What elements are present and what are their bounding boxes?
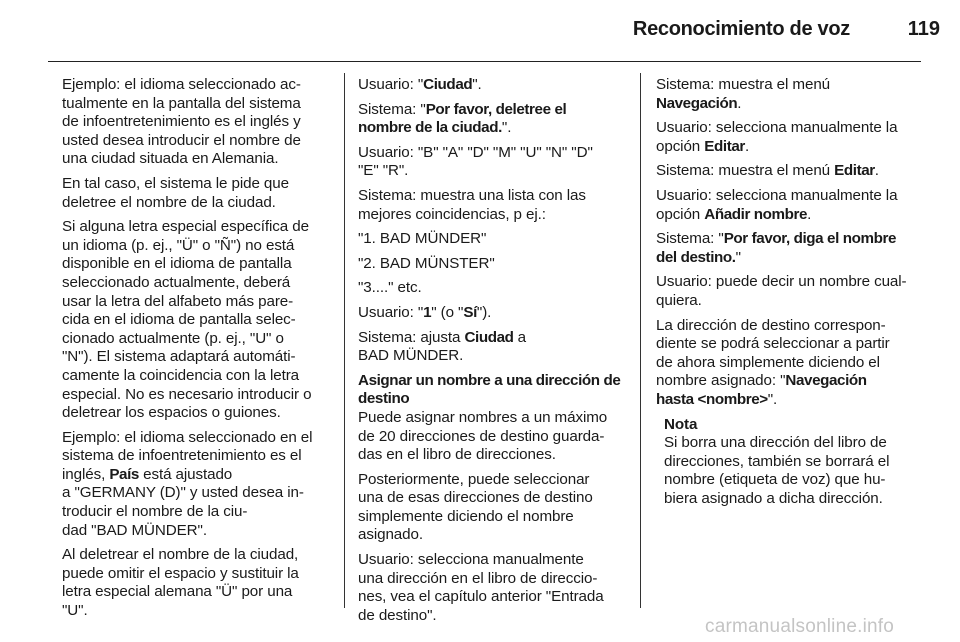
text-run: cionado actualmente (p. ej., "U" o bbox=[62, 329, 284, 347]
text-run: Posteriormente, puede seleccionar bbox=[358, 470, 590, 488]
bold-term: País bbox=[109, 465, 139, 483]
text-line bbox=[358, 372, 630, 391]
text-line bbox=[358, 409, 630, 428]
paragraph bbox=[358, 76, 630, 95]
text-run: " bbox=[735, 248, 741, 266]
text-run: Si alguna letra especial específica de bbox=[62, 218, 309, 236]
text-line bbox=[656, 317, 928, 336]
text-run: opción bbox=[656, 205, 705, 223]
text-run: está ajustado bbox=[138, 465, 233, 483]
text-line bbox=[358, 551, 630, 570]
text-run: En tal caso, el sistema le pide que bbox=[62, 174, 289, 192]
paragraph bbox=[656, 273, 928, 310]
text-run: Ejemplo: el idioma seleccionado en el bbox=[62, 428, 313, 446]
text-line bbox=[62, 466, 334, 485]
paragraph bbox=[656, 119, 928, 156]
bold-term: Editar bbox=[834, 162, 875, 180]
text-line bbox=[358, 279, 630, 298]
paragraph bbox=[358, 304, 630, 323]
note-title: Nota bbox=[664, 415, 698, 433]
text-run: quiera. bbox=[656, 291, 702, 309]
paragraph bbox=[358, 409, 630, 465]
text-run: tualmente en la pantalla del sistema bbox=[62, 94, 301, 112]
text-run: Usuario: puede decir un nombre cual- bbox=[656, 273, 907, 291]
bold-term: Por favor, diga el nombre bbox=[723, 230, 896, 248]
text-run: Usuario: "B" "A" "D" "M" "U" "N" "D" bbox=[358, 143, 593, 161]
text-run: Sistema: muestra el menú bbox=[656, 76, 831, 93]
text-run: de infoentretenimiento es el inglés y bbox=[62, 113, 301, 131]
section-heading bbox=[358, 372, 630, 409]
text-line bbox=[62, 565, 334, 584]
text-run: Usuario: selecciona manualmente la bbox=[656, 186, 898, 204]
text-line bbox=[656, 249, 928, 268]
text-line bbox=[62, 274, 334, 293]
text-line bbox=[358, 255, 630, 274]
paragraph bbox=[358, 144, 630, 181]
bold-term: hasta <nombre> bbox=[656, 390, 768, 408]
paragraph bbox=[656, 162, 928, 181]
text-run: La dirección de destino correspon- bbox=[656, 316, 886, 334]
text-line bbox=[62, 546, 334, 565]
text-run: Sistema: muestra el menú bbox=[656, 162, 835, 180]
text-line bbox=[62, 194, 334, 213]
text-run: nes, vea el capítulo anterior "Entrada bbox=[358, 588, 604, 606]
paragraph bbox=[62, 76, 334, 169]
text-line bbox=[62, 95, 334, 114]
bold-term: Ciudad bbox=[423, 76, 473, 93]
text-line bbox=[358, 607, 630, 626]
text-line bbox=[358, 508, 630, 527]
text-line bbox=[358, 428, 630, 447]
text-line bbox=[358, 206, 630, 225]
text-line bbox=[358, 187, 630, 206]
text-run: ". bbox=[501, 119, 512, 137]
text-run: de destino". bbox=[358, 606, 437, 624]
text-line bbox=[62, 293, 334, 312]
paragraph bbox=[62, 218, 334, 423]
note-line: nombre (etiqueta de voz) que hu- bbox=[664, 471, 886, 489]
bold-term: Navegación bbox=[656, 94, 738, 112]
text-run: . bbox=[807, 205, 812, 223]
text-line bbox=[656, 162, 928, 181]
text-run: una de esas direcciones de destino bbox=[358, 489, 593, 507]
text-run: . bbox=[744, 137, 750, 155]
paragraph bbox=[656, 76, 928, 113]
note-box bbox=[664, 416, 928, 509]
text-line bbox=[656, 354, 928, 373]
text-line bbox=[62, 503, 334, 522]
text-line bbox=[656, 391, 928, 410]
bold-term: Navegación bbox=[785, 372, 867, 390]
text-line bbox=[62, 404, 334, 423]
text-line bbox=[656, 76, 928, 95]
text-run: cida en el idioma de pantalla selec- bbox=[62, 311, 296, 329]
text-run: inglés, bbox=[62, 465, 110, 483]
text-run: puede omitir el espacio y sustituir la bbox=[62, 564, 299, 582]
text-line bbox=[62, 583, 334, 602]
text-run: Usuario: selecciona manualmente la bbox=[656, 119, 898, 137]
text-line bbox=[656, 119, 928, 138]
text-line bbox=[656, 187, 928, 206]
bold-term: 1 bbox=[423, 303, 432, 321]
paragraph bbox=[358, 279, 630, 298]
text-run: "E" "R". bbox=[358, 162, 409, 180]
paragraph bbox=[656, 317, 928, 410]
text-run: mejores coincidencias, p ej.: bbox=[358, 205, 546, 223]
text-run: Puede asignar nombres a un máximo bbox=[358, 408, 608, 426]
text-line bbox=[62, 386, 334, 405]
text-run: Usuario: " bbox=[358, 303, 424, 321]
text-run: " (o " bbox=[431, 303, 464, 321]
text-run: camente la coincidencia con la letra bbox=[62, 366, 300, 384]
text-line bbox=[358, 230, 630, 249]
text-run: BAD MÜNDER. bbox=[358, 347, 464, 365]
text-run: diente se podrá seleccionar a partir bbox=[656, 335, 890, 353]
text-line bbox=[62, 218, 334, 237]
text-line bbox=[358, 347, 630, 366]
text-run: una dirección en el libro de direccio- bbox=[358, 569, 598, 587]
bold-term: Sí bbox=[463, 303, 477, 321]
column-divider bbox=[640, 73, 641, 608]
text-run: a bbox=[513, 328, 526, 346]
paragraph bbox=[358, 329, 630, 366]
text-run: sistema de infoentretenimiento es el bbox=[62, 447, 302, 465]
bold-term: destino bbox=[358, 390, 410, 408]
text-run: "3...." etc. bbox=[358, 279, 422, 297]
text-line bbox=[358, 471, 630, 490]
text-run: . bbox=[737, 94, 742, 112]
text-line bbox=[656, 95, 928, 114]
text-line bbox=[656, 206, 928, 225]
text-run: usar la letra del alfabeto más pare- bbox=[62, 292, 294, 310]
text-line bbox=[62, 367, 334, 386]
text-line bbox=[62, 237, 334, 256]
paragraph bbox=[656, 230, 928, 267]
text-line bbox=[62, 429, 334, 448]
text-line bbox=[358, 570, 630, 589]
bold-term: Por favor, deletree el bbox=[425, 100, 567, 118]
text-run: usted desea introducir el nombre de bbox=[62, 131, 301, 149]
bold-term: Asignar un nombre a una dirección de bbox=[358, 371, 621, 389]
text-line bbox=[62, 255, 334, 274]
text-line bbox=[656, 138, 928, 157]
text-run: Usuario: selecciona manualmente bbox=[358, 551, 584, 569]
page-header-title: Reconocimiento de voz bbox=[632, 18, 850, 40]
text-line bbox=[358, 119, 630, 138]
paragraph bbox=[358, 187, 630, 224]
paragraph bbox=[62, 175, 334, 212]
page-number: 119 bbox=[907, 18, 940, 40]
watermark: carmanualsonline.info bbox=[705, 616, 895, 637]
text-run: nombre asignado: " bbox=[656, 372, 786, 390]
text-line bbox=[358, 304, 630, 323]
text-line bbox=[358, 76, 630, 95]
paragraph bbox=[358, 255, 630, 274]
text-run: Sistema: ajusta bbox=[358, 328, 465, 346]
text-column-2 bbox=[358, 76, 630, 631]
text-run: Ejemplo: el idioma seleccionado ac- bbox=[62, 76, 301, 93]
text-run: "U". bbox=[62, 602, 88, 620]
text-run: especial. No es necesario introducir o bbox=[62, 385, 312, 403]
bold-term: del destino. bbox=[656, 248, 736, 266]
text-line bbox=[656, 230, 928, 249]
text-run: "1. BAD MÜNDER" bbox=[358, 230, 487, 248]
text-column-3 bbox=[656, 76, 928, 508]
bold-term: Editar bbox=[704, 137, 745, 155]
text-line bbox=[358, 101, 630, 120]
text-line bbox=[62, 132, 334, 151]
text-run: opción bbox=[656, 137, 705, 155]
text-run: disponible en el idioma de pantalla bbox=[62, 255, 292, 273]
text-line bbox=[62, 311, 334, 330]
text-run: de 20 direcciones de destino guarda- bbox=[358, 427, 605, 445]
text-run: "N"). El sistema adaptará automáti- bbox=[62, 348, 296, 366]
note-line: direcciones, también se borrará el bbox=[664, 452, 890, 470]
text-run: de ahora simplemente diciendo el bbox=[656, 353, 880, 371]
text-run: Al deletrear el nombre de la ciudad, bbox=[62, 546, 299, 564]
text-line bbox=[62, 330, 334, 349]
text-line bbox=[358, 144, 630, 163]
text-run: una ciudad situada en Alemania. bbox=[62, 150, 279, 168]
text-run: dad "BAD MÜNDER". bbox=[62, 521, 207, 539]
text-line bbox=[656, 292, 928, 311]
text-line bbox=[62, 484, 334, 503]
text-run: Sistema: " bbox=[656, 230, 724, 248]
text-run: letra especial alemana "Ü" por una bbox=[62, 583, 293, 601]
text-line bbox=[62, 113, 334, 132]
text-run: Sistema: " bbox=[358, 100, 426, 118]
text-run: Sistema: muestra una lista con las bbox=[358, 186, 586, 204]
text-line bbox=[62, 175, 334, 194]
bold-term: nombre de la ciudad. bbox=[358, 119, 502, 137]
text-line bbox=[358, 329, 630, 348]
text-run: Usuario: " bbox=[358, 76, 424, 93]
text-run: seleccionado actualmente, deberá bbox=[62, 273, 291, 291]
text-run: a "GERMANY (D)" y usted desea in- bbox=[62, 484, 304, 502]
paragraph bbox=[62, 429, 334, 541]
text-line bbox=[62, 150, 334, 169]
text-column-1 bbox=[62, 76, 334, 627]
text-line bbox=[656, 372, 928, 391]
bold-term: Ciudad bbox=[464, 328, 514, 346]
text-line bbox=[358, 162, 630, 181]
text-line bbox=[358, 588, 630, 607]
text-line bbox=[62, 348, 334, 367]
text-line bbox=[62, 602, 334, 621]
text-line bbox=[656, 335, 928, 354]
text-run: troducir el nombre de la ciu- bbox=[62, 503, 248, 521]
paragraph bbox=[62, 546, 334, 620]
text-run: un idioma (p. ej., "Ü" o "Ñ") no está bbox=[62, 236, 295, 254]
paragraph bbox=[358, 551, 630, 625]
text-run: "2. BAD MÜNSTER" bbox=[358, 254, 495, 272]
text-line bbox=[62, 447, 334, 466]
paragraph bbox=[656, 187, 928, 224]
note-line: Si borra una dirección del libro de bbox=[664, 434, 887, 452]
paragraph bbox=[358, 101, 630, 138]
text-line bbox=[358, 526, 630, 545]
text-run: . bbox=[874, 162, 879, 180]
text-run: ". bbox=[767, 390, 778, 408]
text-line bbox=[62, 76, 334, 95]
text-line bbox=[62, 522, 334, 541]
text-run: deletree el nombre de la ciudad. bbox=[62, 193, 276, 211]
paragraph bbox=[358, 230, 630, 249]
column-divider bbox=[344, 73, 345, 608]
text-line bbox=[358, 446, 630, 465]
text-line bbox=[358, 390, 630, 409]
paragraph bbox=[358, 471, 630, 545]
bold-term: Añadir nombre bbox=[704, 205, 808, 223]
text-run: "). bbox=[476, 303, 492, 321]
text-run: das en el libro de direcciones. bbox=[358, 446, 556, 464]
text-line bbox=[656, 273, 928, 292]
header-divider bbox=[48, 61, 921, 62]
text-run: ". bbox=[472, 76, 482, 93]
text-run: simplemente diciendo el nombre bbox=[358, 507, 574, 525]
text-line bbox=[358, 489, 630, 508]
text-run: deletrear los espacios o guiones. bbox=[62, 404, 281, 422]
text-run: asignado. bbox=[358, 526, 423, 544]
note-line: biera asignado a dicha dirección. bbox=[664, 489, 883, 507]
